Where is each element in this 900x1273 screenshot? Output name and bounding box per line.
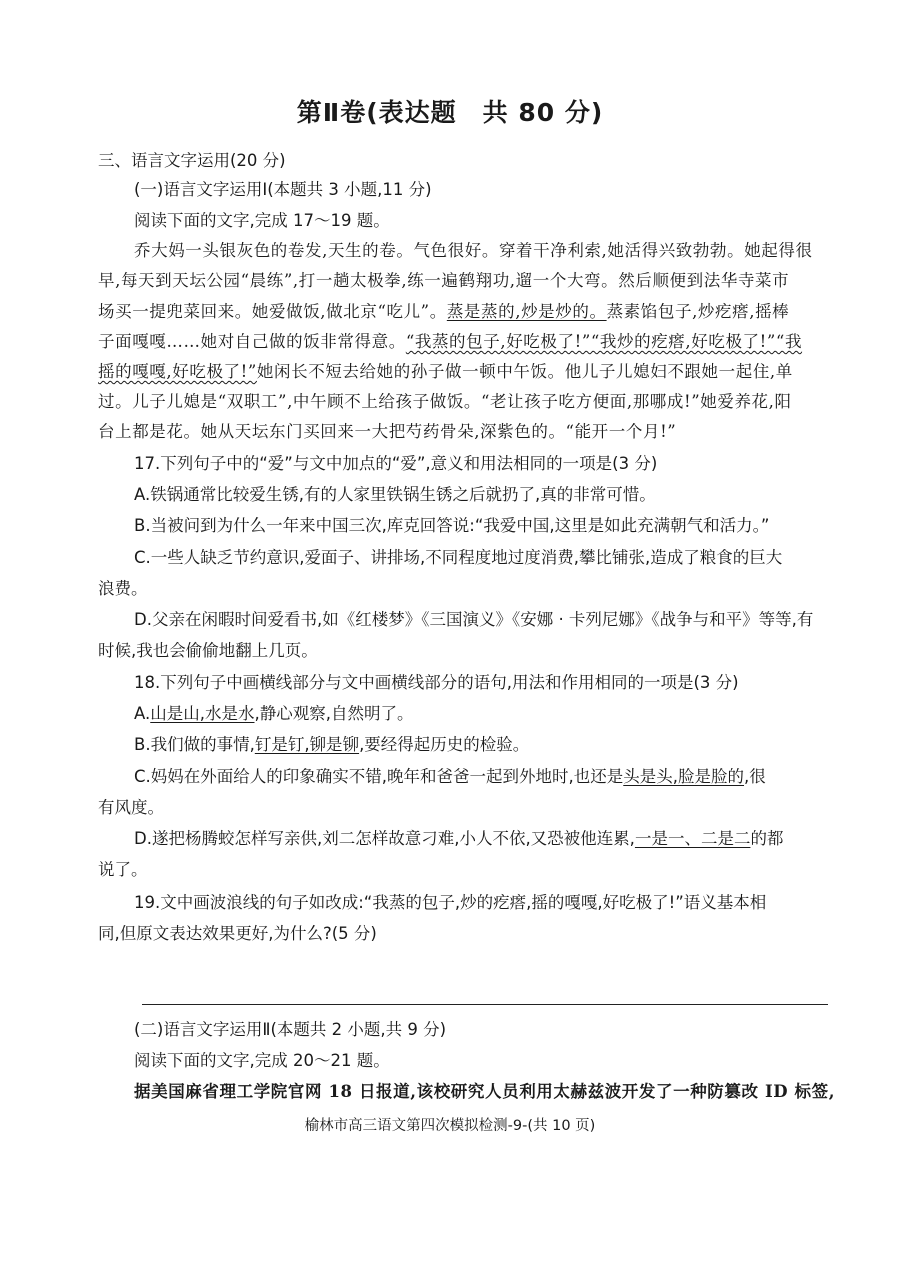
option-text: 的都 xyxy=(750,829,784,848)
instruction: 阅读下面的文字,完成 17～19 题。 xyxy=(134,211,390,230)
passage-line xyxy=(98,362,830,382)
underlined-phrase: 钉是钉,铆是铆 xyxy=(254,735,360,754)
underlined-phrase: 一是一、二是二 xyxy=(634,829,751,848)
passage-line: 据美国麻省理工学院官网 18 日报道,该校研究人员利用太赫兹波开发了一种防篡改 ID 标签, xyxy=(134,1082,836,1101)
option-text: D.遂把杨腾蛟怎样写亲供,刘二怎样故意刁难,小人不依,又恐被他连累, xyxy=(134,829,635,848)
passage-line: 台上都是花。她从天坛东门买回来一大把芍药骨朵,深紫色的。“能开一个月!” xyxy=(98,422,677,441)
answer-line xyxy=(142,1004,828,1005)
option-d-cont: 时候,我也会偷偷地翻上几页。 xyxy=(98,641,318,660)
passage-text: 场买一提兜菜回来。她爱做饭,做北京“吃儿”。 xyxy=(98,302,447,321)
passage-text: 子面嘎嘎……她对自己做的饭非常得意。 xyxy=(98,332,406,351)
option-d xyxy=(134,829,830,849)
question-stem: 19.文中画波浪线的句子如改成:“我蒸的包子,炒的疙瘩,摇的嘎嘎,好吃极了!”语义基本相 xyxy=(134,893,767,912)
passage-text: 她闲长不短去给她的孙子做一顿中午饭。他儿子儿媳妇不跟她一起住,单 xyxy=(256,362,793,381)
part-heading: (二)语言文字运用Ⅱ(本题共 2 小题,共 9 分) xyxy=(134,1020,447,1039)
option-c: C.一些人缺乏节约意识,爱面子、讲排场,不同程度地过度消费,攀比铺张,造成了粮食的巨大 xyxy=(134,548,783,567)
option-text: ,很 xyxy=(744,767,766,786)
underlined-sentence: 蒸是蒸的,炒是炒的。 xyxy=(446,302,607,321)
question-stem: 17.下列句子中的“爱”与文中加点的“爱”,意义和用法相同的一项是(3 分) xyxy=(134,454,658,473)
option-a: A.铁锅通常比较爱生锈,有的人家里铁锅生锈之后就扔了,真的非常可惜。 xyxy=(134,485,656,504)
option-c xyxy=(134,767,830,787)
passage-line: 早,每天到天坛公园“晨练”,打一趟太极拳,练一遍鹤翔功,遛一个大弯。然后顺便到法华寺菜市 xyxy=(98,271,790,290)
option-c-cont: 浪费。 xyxy=(98,579,148,598)
passage-text: 蒸素馅包子,炒疙瘩,摇棒 xyxy=(606,302,790,321)
option-text: A. xyxy=(134,704,151,723)
option-text: ,要经得起历史的检验。 xyxy=(359,735,530,754)
passage-line xyxy=(98,332,830,352)
passage-line: 乔大妈一头银灰色的卷发,天生的卷。气色很好。穿着干净利索,她活得兴致勃勃。她起得很 xyxy=(134,241,813,260)
wavy-underlined-sentence: 摇的嘎嘎,好吃极了!” xyxy=(98,362,257,381)
part-heading: (一)语言文字运用Ⅰ(本题共 3 小题,11 分) xyxy=(134,180,432,199)
option-d-cont: 说了。 xyxy=(98,860,148,879)
option-text: C.妈妈在外面给人的印象确实不错,晚年和爸爸一起到外地时,也还是 xyxy=(134,767,624,786)
question-stem: 18.下列句子中画横线部分与文中画横线部分的语句,用法和作用相同的一项是(3 分) xyxy=(134,673,739,692)
paper-title: 第Ⅱ卷(表达题 共 80 分) xyxy=(296,98,604,127)
option-b: B.当被问到为什么一年来中国三次,库克回答说:“我爱中国,这里是如此充满朝气和活力。” xyxy=(134,516,770,535)
passage-line: 过。儿子儿媳是“双职工”,中午顾不上给孩子做饭。“老让孩子吃方便面,那哪成!”她爱养花,阳 xyxy=(98,392,792,411)
option-text: B.我们做的事情, xyxy=(134,735,255,754)
question-stem-cont: 同,但原文表达效果更好,为什么?(5 分) xyxy=(98,924,377,943)
underlined-phrase: 头是头,脸是脸的 xyxy=(623,767,745,786)
option-d: D.父亲在闲暇时间爱看书,如《红楼梦》《三国演义》《安娜 · 卡列尼娜》《战争与和平》等等,有 xyxy=(134,610,814,629)
option-a xyxy=(134,704,830,724)
section-heading: 三、语言文字运用(20 分) xyxy=(98,151,286,170)
option-text: ,静心观察,自然明了。 xyxy=(254,704,414,723)
underlined-phrase: 山是山,水是水 xyxy=(150,704,255,723)
wavy-underlined-sentence: “我蒸的包子,好吃极了!”“我炒的疙瘩,好吃极了!”“我 xyxy=(405,332,803,351)
passage-line xyxy=(98,302,830,322)
page-footer: 榆林市高三语文第四次模拟检测-9-(共 10 页) xyxy=(304,1118,596,1134)
option-b xyxy=(134,735,830,755)
option-c-cont: 有风度。 xyxy=(98,798,164,817)
instruction: 阅读下面的文字,完成 20～21 题。 xyxy=(134,1051,390,1070)
